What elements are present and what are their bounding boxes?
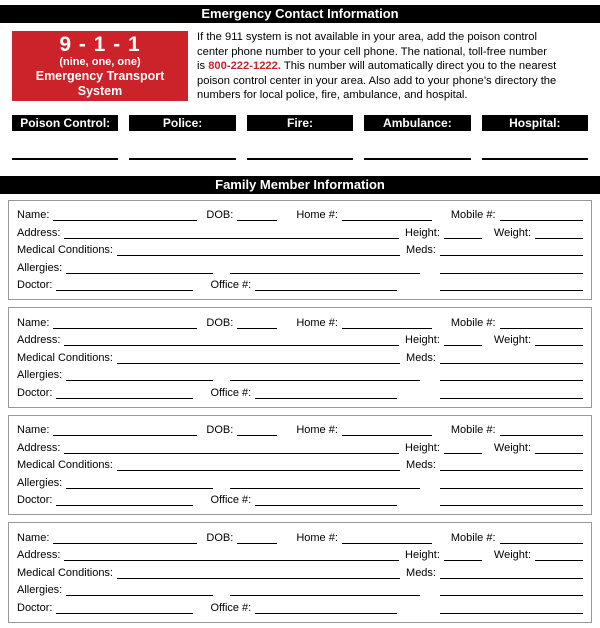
doctor-label: Doctor: [17, 601, 53, 614]
meds-continuation-blank [440, 602, 583, 614]
address-label: Address: [17, 441, 61, 454]
emergency-pronunciation: (nine, one, one) [59, 56, 141, 68]
name-row [17, 312, 583, 330]
medical-conditions-label: Medical Conditions: [17, 351, 113, 364]
name-row [17, 527, 583, 545]
allergies-continuation-blank [230, 369, 420, 381]
fire-blank [247, 158, 353, 160]
home-phone-label: Home #: [296, 424, 338, 436]
instructions-line: If the 911 system is not available in your area, add the poison control [197, 31, 537, 43]
allergies-label: Allergies: [17, 369, 63, 381]
fire-label: Fire: [247, 115, 353, 131]
height-blank [444, 549, 482, 561]
medical-conditions-row [17, 347, 583, 365]
emergency-number: 9 - 1 - 1 [59, 33, 141, 56]
allergies-continuation-blank [230, 477, 420, 489]
family-member-block [8, 522, 592, 623]
allergies-row [17, 257, 583, 275]
address-blank [64, 549, 399, 561]
weight-blank [535, 227, 583, 239]
dob-blank [237, 209, 277, 221]
medical-conditions-row [17, 455, 583, 473]
weight-label: Weight: [493, 549, 531, 561]
medical-conditions-row [17, 240, 583, 258]
meds-continuation-blank [440, 369, 583, 381]
mobile-phone-label: Mobile #: [450, 424, 496, 436]
police-label: Police: [129, 115, 235, 131]
intro-section [0, 23, 600, 103]
address-blank [64, 334, 399, 346]
name-label: Name: [17, 316, 50, 329]
doctor-row [17, 382, 583, 400]
family-section-title: Family Member Information [0, 176, 600, 194]
poison-control-phone-number: 800-222-1222. [208, 60, 281, 72]
doctor-blank [56, 602, 193, 614]
height-blank [444, 442, 482, 454]
office-phone-blank [255, 279, 397, 291]
poison-control-blank [12, 158, 118, 160]
home-phone-blank [342, 209, 432, 221]
allergies-row [17, 472, 583, 490]
doctor-blank [56, 387, 193, 399]
meds-blank [440, 352, 583, 364]
height-label: Height: [405, 441, 440, 454]
name-blank [53, 532, 197, 544]
address-blank [64, 442, 399, 454]
instructions-line: poison control center in your area. Also add to your phone’s directory the [197, 74, 557, 87]
meds-continuation-blank [440, 262, 583, 274]
instructions-text: is [197, 60, 209, 72]
mobile-phone-blank [500, 209, 583, 221]
address-blank [64, 227, 399, 239]
dob-blank [237, 317, 277, 329]
medical-conditions-blank [117, 567, 400, 579]
home-phone-label: Home #: [296, 209, 338, 221]
home-phone-blank [342, 532, 432, 544]
allergies-blank [66, 262, 213, 274]
meds-blank [440, 567, 583, 579]
mobile-phone-blank [500, 424, 583, 436]
doctor-blank [56, 494, 193, 506]
meds-label: Meds: [406, 566, 436, 579]
address-label: Address: [17, 334, 61, 346]
page-title: Emergency Contact Information [0, 5, 600, 23]
name-label: Name: [17, 209, 50, 221]
allergies-blank [66, 584, 213, 596]
meds-label: Meds: [406, 244, 436, 256]
office-phone-label: Office #: [210, 494, 252, 506]
medical-conditions-label: Medical Conditions: [17, 244, 113, 256]
dob-label: DOB: [206, 316, 234, 329]
allergies-label: Allergies: [17, 476, 63, 489]
doctor-label: Doctor: [17, 386, 53, 399]
weight-blank [535, 442, 583, 454]
allergies-blank [66, 477, 213, 489]
meds-continuation-blank [440, 477, 583, 489]
instructions-line [197, 59, 590, 74]
allergies-row [17, 365, 583, 383]
medical-conditions-row [17, 562, 583, 580]
meds-continuation-blank [440, 584, 583, 596]
doctor-row [17, 490, 583, 508]
medical-conditions-label: Medical Conditions: [17, 459, 113, 471]
dob-label: DOB: [206, 209, 234, 221]
emergency-system-label: Emergency Transport System [35, 69, 165, 98]
doctor-label: Doctor: [17, 494, 53, 506]
height-label: Height: [405, 226, 440, 239]
name-row [17, 205, 583, 223]
office-phone-label: Office #: [210, 386, 252, 399]
mobile-phone-label: Mobile #: [450, 531, 496, 544]
doctor-row [17, 597, 583, 615]
allergies-label: Allergies: [17, 261, 63, 274]
office-phone-blank [255, 494, 397, 506]
mobile-phone-label: Mobile #: [450, 209, 496, 221]
medical-conditions-blank [117, 244, 400, 256]
office-phone-blank [255, 387, 397, 399]
weight-label: Weight: [493, 334, 531, 346]
medical-conditions-label: Medical Conditions: [17, 566, 113, 579]
dob-blank [237, 532, 277, 544]
medical-conditions-blank [117, 459, 400, 471]
meds-label: Meds: [406, 351, 436, 364]
height-label: Height: [405, 334, 440, 346]
mobile-phone-blank [500, 317, 583, 329]
height-label: Height: [405, 549, 440, 561]
police-blank [129, 158, 235, 160]
family-member-block [8, 200, 592, 301]
meds-blank [440, 459, 583, 471]
meds-continuation-blank [440, 279, 583, 291]
dob-label: DOB: [206, 424, 234, 436]
height-blank [444, 227, 482, 239]
meds-label: Meds: [406, 459, 436, 471]
hospital-label: Hospital: [482, 115, 588, 131]
doctor-label: Doctor: [17, 279, 53, 291]
address-row [17, 330, 583, 348]
home-phone-blank [342, 317, 432, 329]
name-label: Name: [17, 424, 50, 436]
weight-blank [535, 549, 583, 561]
medical-conditions-blank [117, 352, 400, 364]
instructions-line: center phone number to your cell phone. The national, toll-free number [197, 45, 547, 58]
mobile-phone-blank [500, 532, 583, 544]
address-label: Address: [17, 226, 61, 239]
dob-blank [237, 424, 277, 436]
dob-label: DOB: [206, 531, 234, 544]
allergies-label: Allergies: [17, 584, 63, 596]
office-phone-label: Office #: [210, 279, 252, 291]
instructions-line: numbers for local police, fire, ambulance, and hospital. [197, 89, 468, 101]
address-row [17, 545, 583, 563]
address-row [17, 222, 583, 240]
family-member-block [8, 307, 592, 408]
name-label: Name: [17, 531, 50, 544]
name-blank [53, 209, 197, 221]
height-blank [444, 334, 482, 346]
weight-label: Weight: [493, 226, 531, 239]
meds-continuation-blank [440, 387, 583, 399]
mobile-phone-label: Mobile #: [450, 316, 496, 329]
weight-label: Weight: [493, 441, 531, 454]
address-row [17, 437, 583, 455]
name-row [17, 420, 583, 438]
family-member-block [8, 415, 592, 516]
contact-blanks-row [0, 158, 600, 160]
hospital-blank [482, 158, 588, 160]
address-label: Address: [17, 549, 61, 561]
office-phone-blank [255, 602, 397, 614]
office-phone-label: Office #: [210, 601, 252, 614]
weight-blank [535, 334, 583, 346]
contact-labels-row [0, 115, 600, 131]
meds-blank [440, 244, 583, 256]
doctor-row [17, 275, 583, 293]
instructions-text: This number will automatically direct you to the nearest [280, 60, 557, 72]
meds-continuation-blank [440, 494, 583, 506]
home-phone-label: Home #: [296, 531, 338, 544]
instructions-paragraph [197, 29, 590, 103]
allergies-continuation-blank [230, 262, 420, 274]
doctor-blank [56, 279, 193, 291]
ambulance-blank [364, 158, 470, 160]
poison-control-label: Poison Control: [12, 115, 118, 131]
name-blank [53, 317, 197, 329]
allergies-blank [66, 369, 213, 381]
ambulance-label: Ambulance: [364, 115, 470, 131]
home-phone-blank [342, 424, 432, 436]
home-phone-label: Home #: [296, 316, 338, 329]
name-blank [53, 424, 197, 436]
allergies-row [17, 580, 583, 598]
allergies-continuation-blank [230, 584, 420, 596]
emergency-911-box [12, 31, 188, 101]
family-members-list [0, 200, 600, 623]
